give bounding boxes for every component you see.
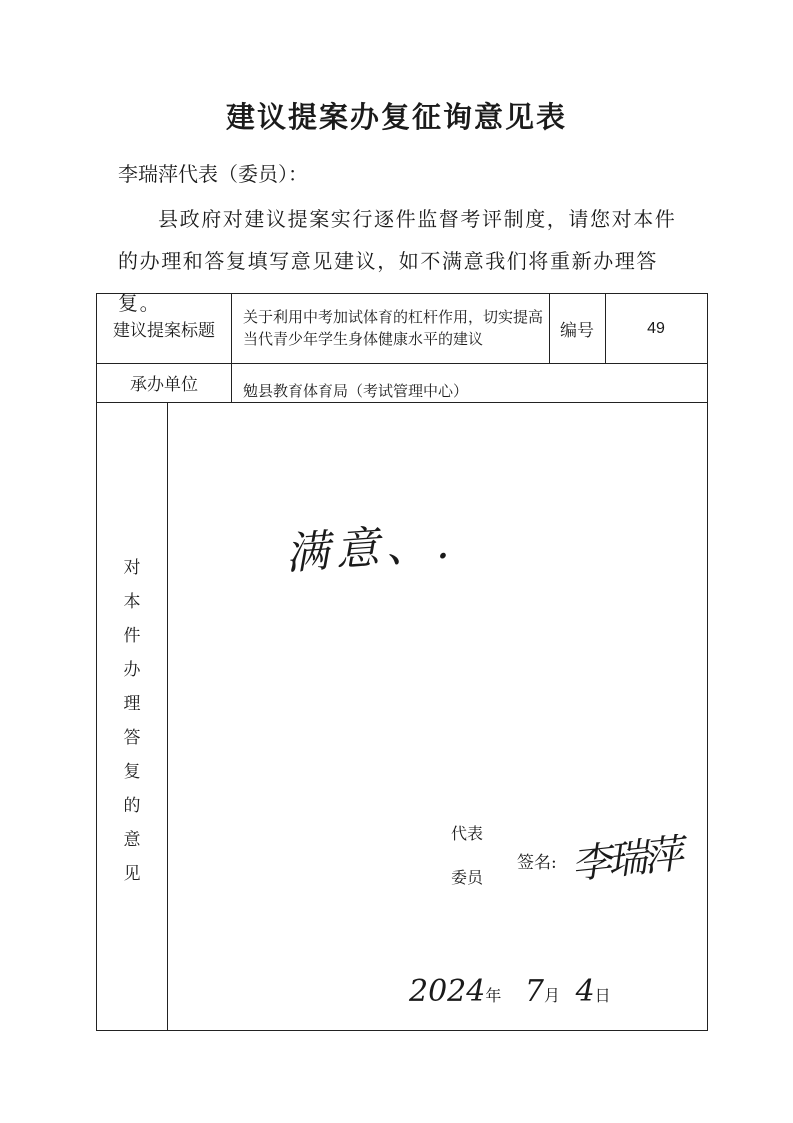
signature-label: 签名: [517,853,557,873]
proposal-title-label: 建议提案标题 [113,321,215,341]
proposal-title-value: 关于利用中考加试体育的杠杆作用，切实提高当代青少年学生身体健康水平的建议 [243,308,544,348]
opinion-label: 对 本 件 办 理 答 复 的 意 见 [123,558,141,884]
feedback-form-table [96,293,708,1031]
document-title: 建议提案办复征询意见表 [225,100,567,134]
handling-unit-value: 勉县教育体育局（考试管理中心） [243,382,469,400]
role-representative: 代表 [451,824,484,843]
handwritten-date: 2024年 7月 4日 [409,974,611,1009]
number-value: 49 [647,319,665,337]
salutation: 李瑞萍代表（委员）： [118,162,308,186]
role-member: 委员 [451,868,484,887]
intro-paragraph: 县政府对建议提案实行逐件监督考评制度，请您对本件的办理和答复填写意见建议，如不满意我们将重新办理答复。 [118,207,677,315]
handling-unit-label: 承办单位 [130,375,198,395]
handwritten-signature: 李瑞萍 [569,831,682,889]
number-label: 编号 [560,321,594,341]
handwritten-opinion: 满意、. [283,517,457,580]
